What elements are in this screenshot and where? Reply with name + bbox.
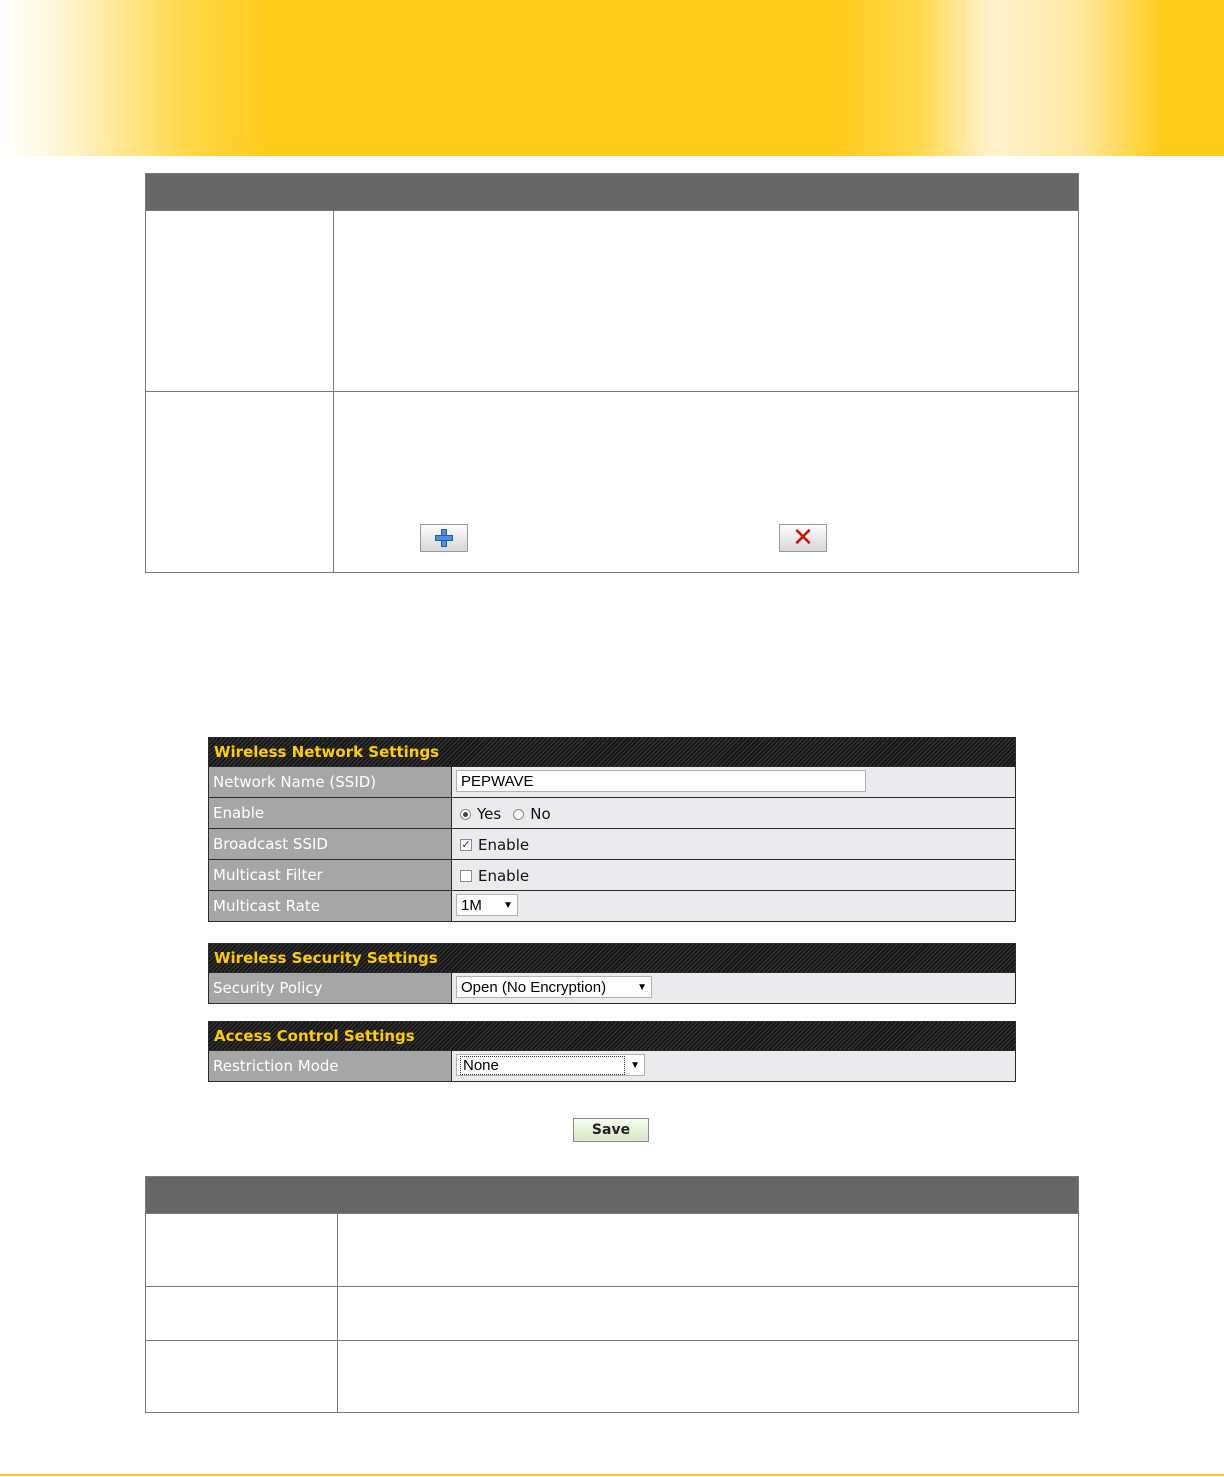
plus-icon [435, 529, 453, 547]
doc-table-header [146, 174, 1078, 210]
panel-title: Wireless Network Settings [209, 738, 1015, 766]
doc-row-label-cell [146, 1214, 338, 1286]
chevron-down-icon: ▼ [637, 981, 647, 993]
broadcast-ssid-row [209, 828, 1015, 859]
restriction-mode-select[interactable] [456, 1054, 645, 1076]
enable-yes-label: Yes [477, 805, 502, 823]
doc-table-top [145, 173, 1079, 573]
multicast-filter-row [209, 859, 1015, 890]
footer-rule [0, 1474, 1224, 1476]
broadcast-ssid-label: Broadcast SSID [209, 829, 452, 859]
doc-table-row [146, 1213, 1078, 1286]
restriction-mode-label: Restriction Mode [209, 1051, 452, 1081]
panel-title: Wireless Security Settings [209, 944, 1015, 972]
chevron-down-icon: ▼ [503, 899, 513, 911]
wireless-network-settings-panel [208, 737, 1016, 922]
doc-table-row [146, 1286, 1078, 1340]
doc-table-row [146, 1340, 1078, 1412]
multicast-rate-value: 1M [461, 896, 482, 914]
doc-row-desc-cell [338, 1341, 1078, 1412]
wireless-security-settings-panel [208, 943, 1016, 1004]
doc-row-label-cell [146, 1287, 338, 1340]
ssid-row [209, 766, 1015, 797]
doc-row-desc-cell [334, 211, 1078, 391]
delete-button-illustration [779, 524, 827, 552]
header-banner [0, 0, 1224, 156]
enable-label: Enable [209, 798, 452, 828]
enable-no-radio[interactable] [513, 809, 524, 820]
ssid-input[interactable]: PEPWAVE [456, 770, 866, 792]
multicast-rate-label: Multicast Rate [209, 891, 452, 921]
security-policy-label: Security Policy [209, 973, 452, 1003]
enable-row [209, 797, 1015, 828]
doc-row-label-cell [146, 392, 334, 572]
multicast-filter-option: Enable [478, 867, 530, 885]
doc-row-label-cell [146, 1341, 338, 1412]
security-policy-row [209, 972, 1015, 1003]
enable-yes-radio[interactable] [460, 809, 471, 820]
add-button-illustration [420, 524, 468, 552]
ssid-label: Network Name (SSID) [209, 767, 452, 797]
x-icon: ✕ [792, 523, 814, 553]
multicast-rate-select[interactable] [456, 894, 518, 916]
broadcast-ssid-checkbox[interactable]: ✓ [461, 838, 471, 851]
panel-title: Access Control Settings [209, 1022, 1015, 1050]
access-control-settings-panel [208, 1021, 1016, 1082]
save-button[interactable]: Save [573, 1118, 649, 1142]
broadcast-ssid-option: Enable [478, 836, 530, 854]
restriction-mode-value: None [461, 1057, 624, 1074]
doc-table-row [146, 391, 1078, 572]
multicast-filter-label: Multicast Filter [209, 860, 452, 890]
doc-table-header [146, 1177, 1078, 1213]
multicast-filter-checkbox[interactable] [460, 870, 472, 882]
security-policy-select[interactable] [456, 976, 652, 998]
doc-row-label-cell [146, 211, 334, 391]
doc-row-desc-cell [338, 1287, 1078, 1340]
security-policy-value: Open (No Encryption) [461, 978, 607, 996]
enable-no-label: No [530, 805, 551, 823]
multicast-rate-row [209, 890, 1015, 921]
restriction-mode-row [209, 1050, 1015, 1081]
doc-row-desc-cell [334, 392, 1078, 572]
doc-row-desc-cell [338, 1214, 1078, 1286]
chevron-down-icon: ▼ [630, 1059, 640, 1071]
doc-table-row [146, 210, 1078, 391]
doc-table-bottom [145, 1176, 1079, 1413]
